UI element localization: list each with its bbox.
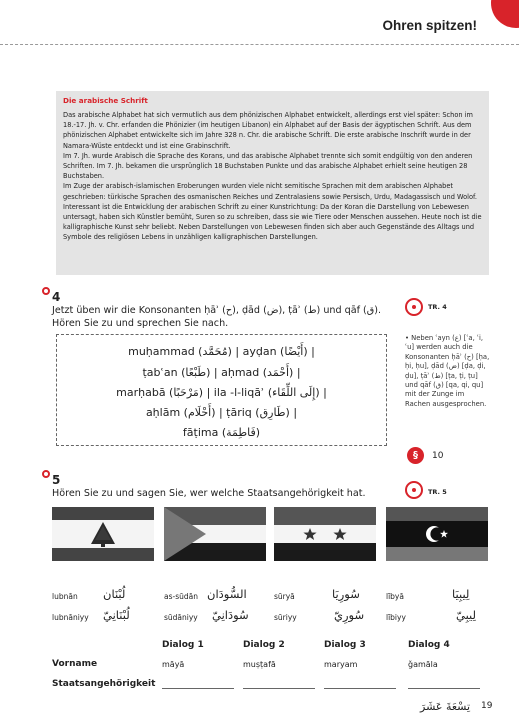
libya-flag-icon [386,507,488,561]
header-divider [0,44,519,45]
task-4-line2: Hören Sie zu und sprechen Sie nach. [52,318,229,329]
task-marker-icon [42,470,50,478]
nationality-arabic: سُودَانِيّ [212,608,249,622]
paragraph-icon: § [407,447,424,464]
page-title: Ohren spitzen! [382,18,477,33]
corner-decoration [491,0,519,28]
dialog-header: Dialog 2 [243,640,285,650]
dialog-header: Dialog 1 [162,640,204,650]
word-line-3: marḥabā (مَرْحَبًا) | ila -l-liqāʾ (إِلَى اللِّقَاء) | [116,386,327,399]
nationality-translit: lībiyy [386,613,406,622]
info-box-title: Die arabische Schrift [63,96,148,105]
answer-blank[interactable] [162,688,234,689]
word-line-4: aḥlām (أَحْلَام) | ṭāriq (طَارِق) | [145,406,298,419]
nationality-translit: sūriyy [274,613,297,622]
task-4-line1: Jetzt üben wir die Konsonanten ḥāʾ (ح), ḍād (ض), ṭāʾ (ط) und qāf (ق). [52,305,382,316]
task-marker-icon [42,287,50,295]
row-label-staatsangehoerigkeit: Staatsangehörigkeit [52,679,156,689]
syria-flag-icon [274,507,376,561]
country-arabic: لُبْنَان [103,587,126,601]
vorname-value: māyā [162,660,185,669]
answer-blank[interactable] [324,688,396,689]
track-label: TR. 4 [428,303,447,311]
answer-blank[interactable] [408,688,480,689]
nationality-arabic: سُورِيّ [334,608,365,622]
task-4-instruction [52,304,402,330]
task-5-number: 5 [52,473,61,487]
paragraph-ref: 10 [432,451,444,461]
lebanon-flag-icon [52,507,154,561]
word-line-5: fāṭima (فَاطِمَة) [182,426,261,439]
info-box-text [63,110,483,243]
nationality-arabic: لِيبِيّ [456,608,477,622]
info-paragraph: Interessant ist die Entwicklung der arabischen Schrift zu einer Kunstrichtung: Da der Koran die Darstellung von Lebewesen untersagt, haben sich Künstler bemüht, Suren so zu schreiben, dass sie wie Tiere oder Menschen aussehen. Heute noch ist die kalligraphische Kunst sehr beliebt. Neben Darstellungen von Lebewesen finden sich aber auch Gegenstände des Alltags und Symbole des religiösen Lebens in unzähligen kalligraphischen Darstellungen. [63,202,482,242]
page-number: 19 [481,701,493,711]
track-label: TR. 5 [428,488,447,496]
info-paragraph: Das arabische Alphabet hat sich vermutlich aus dem phönizischen Alphabet entwickelt, allerdings erst viel später: Schon im 18.-17. Jh. v. Chr. erfanden die Phönizier (im heutigen Libanon) ein Alphabet auf der Basis der ägyptischen Schrift. Aus dem phönizischen Alphabet entwickelte sich im Jahre 328 n. Chr. die arabische Schrift. Die erste arabische Inschrift wurde in der Namara-Wüste entdeckt und ist eine Grabinschrift. [63,111,473,150]
audio-cd-icon[interactable] [405,481,423,499]
word-line-2: ṭabʿan (طَبْعًا) | aḥmad (أَحْمَد) | [142,366,301,379]
vorname-value: maryam [324,660,358,669]
row-label-vorname: Vorname [52,659,98,669]
country-arabic: سُورِيَا [332,587,360,601]
audio-cd-icon[interactable] [405,298,423,316]
vorname-value: muṣṭafā [243,660,276,669]
country-translit: lubnān [52,592,78,601]
answer-blank[interactable] [243,688,315,689]
vorname-value: ǧamāla [408,660,438,669]
info-paragraph: Im Zuge der arabisch-islamischen Eroberungen wurden viele nicht semitische Sprachen mit dem arabischen Alphabet geschrieben: türkische Sprachen des osmanischen Reiches und Zentralasiens sowie Persisch, Urdu, Madagassisch und Wolof. [63,182,477,201]
dialog-header: Dialog 3 [324,640,366,650]
country-translit: as-sūdān [164,592,198,601]
nationality-translit: sūdāniyy [164,613,198,622]
task-5-instruction: Hören Sie zu und sagen Sie, wer welche Staatsangehörigkeit hat. [52,488,366,499]
country-translit: sūryā [274,592,295,601]
sudan-flag-icon [164,507,266,561]
country-translit: lībyā [386,592,404,601]
page-number-arabic: تِسْعَةَ عَشَرَ [420,700,471,713]
task-4-number: 4 [52,290,61,304]
dialog-header: Dialog 4 [408,640,450,650]
nationality-translit: lubnāniyy [52,613,89,622]
country-arabic: السُّودَان [207,587,247,601]
info-paragraph: Im 7. Jh. wurde Arabisch die Sprache des Korans, und das arabische Alphabet trennte sich somit endgültig von den anderen Schriften. Im 7. Jh. bekamen die ursprünglich 18 Buchstaben Punkte und das arabische Alphabet erhielt seine heutigen 28 Buchstaben. [63,151,473,181]
word-line-1: muḥammad (مُحَمَّد) | ayḍan (أَيْضًا) | [128,345,315,358]
nationality-arabic: لُبْنَانِيّ [103,608,130,622]
pronunciation-note: • Neben ʿayn (ع) [ʿa, ʿi, ʿu] werden auch die Konsonanten ḥāʾ (ح) [ḥa, ḥi, ḥu], ḍād (ض) [ḍa, ḍi, ḍu], ṭāʾ (ط) [ṭa, ṭi, ṭu] und qāf (ق) [qa, qi, qu] mit der Zunge im Rachen ausgesprochen. [405,334,490,408]
country-arabic: لِيبِيَا [452,587,470,601]
